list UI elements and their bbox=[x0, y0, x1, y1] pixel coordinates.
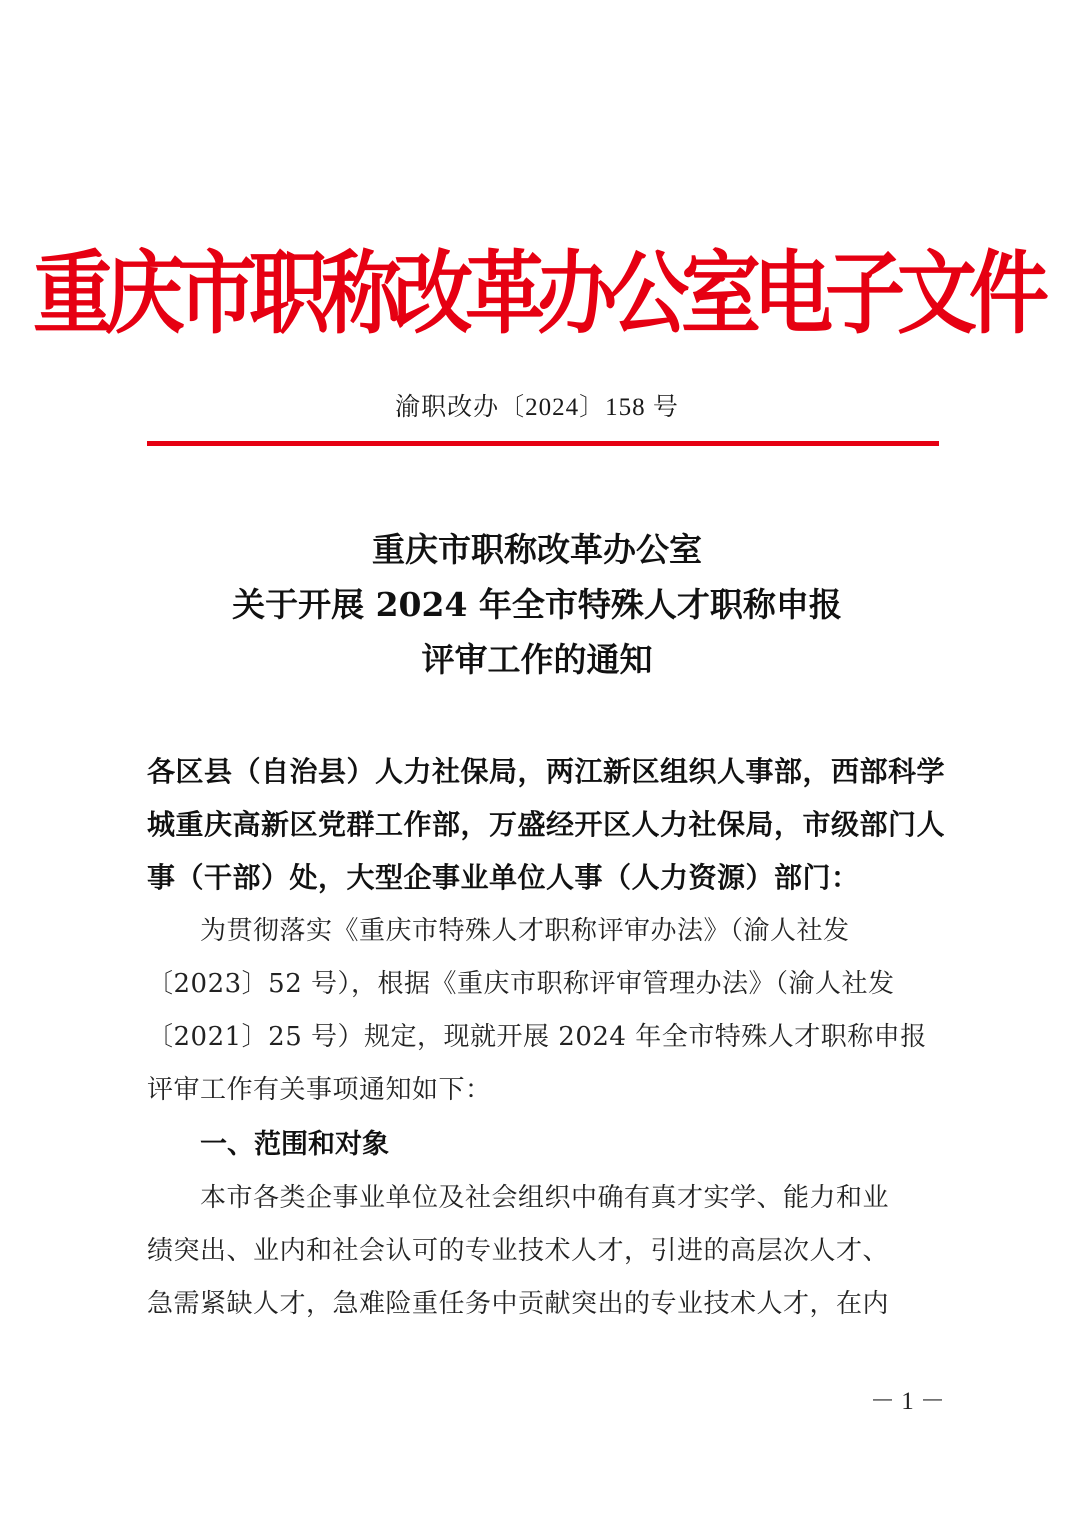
notice-title bbox=[0, 522, 1074, 687]
paragraph-line: 〔2021〕25 号）规定，现就开展 2024 年全市特殊人才职称申报 bbox=[147, 1022, 927, 1052]
page-number: － 1 － bbox=[870, 1388, 946, 1415]
title-line: 评审工作的通知 bbox=[421, 640, 653, 679]
section-heading: 一、范围和对象 bbox=[200, 1129, 389, 1160]
red-divider-rule bbox=[147, 441, 939, 446]
paragraph-line: 急需紧缺人才，急难险重任务中贡献突出的专业技术人才，在内 bbox=[147, 1289, 890, 1319]
paragraph-line: 评审工作有关事项通知如下： bbox=[147, 1075, 492, 1105]
paragraph-line: 〔2023〕52 号），根据《重庆市职称评审管理办法》（渝人社发 bbox=[147, 969, 895, 999]
paragraph-line: 本市各类企事业单位及社会组织中确有真才实学、能力和业 bbox=[200, 1183, 890, 1213]
scope-paragraph bbox=[147, 1172, 947, 1331]
addressee-line: 各区县（自治县）人力社保局，两江新区组织人事部，西部科学 bbox=[147, 755, 946, 788]
masthead-title: 重庆市职称改革办公室电子文件 bbox=[33, 240, 1041, 346]
paragraph-line: 为贯彻落实《重庆市特殊人才职称评审办法》（渝人社发 bbox=[200, 916, 850, 946]
intro-paragraph bbox=[147, 905, 947, 1117]
paragraph-line: 绩突出、业内和社会认可的专业技术人才，引进的高层次人才、 bbox=[147, 1236, 890, 1266]
title-line: 重庆市职称改革办公室 bbox=[372, 530, 702, 569]
addressee-line: 事（干部）处，大型企事业单位人事（人力资源）部门： bbox=[147, 861, 860, 894]
title-line: 关于开展 2024 年全市特殊人才职称申报 bbox=[232, 585, 842, 624]
document-number: 渝职改办〔2024〕158 号 bbox=[395, 394, 679, 421]
addressee-block bbox=[147, 745, 947, 904]
addressee-line: 城重庆高新区党群工作部，万盛经开区人力社保局，市级部门人 bbox=[147, 808, 946, 841]
